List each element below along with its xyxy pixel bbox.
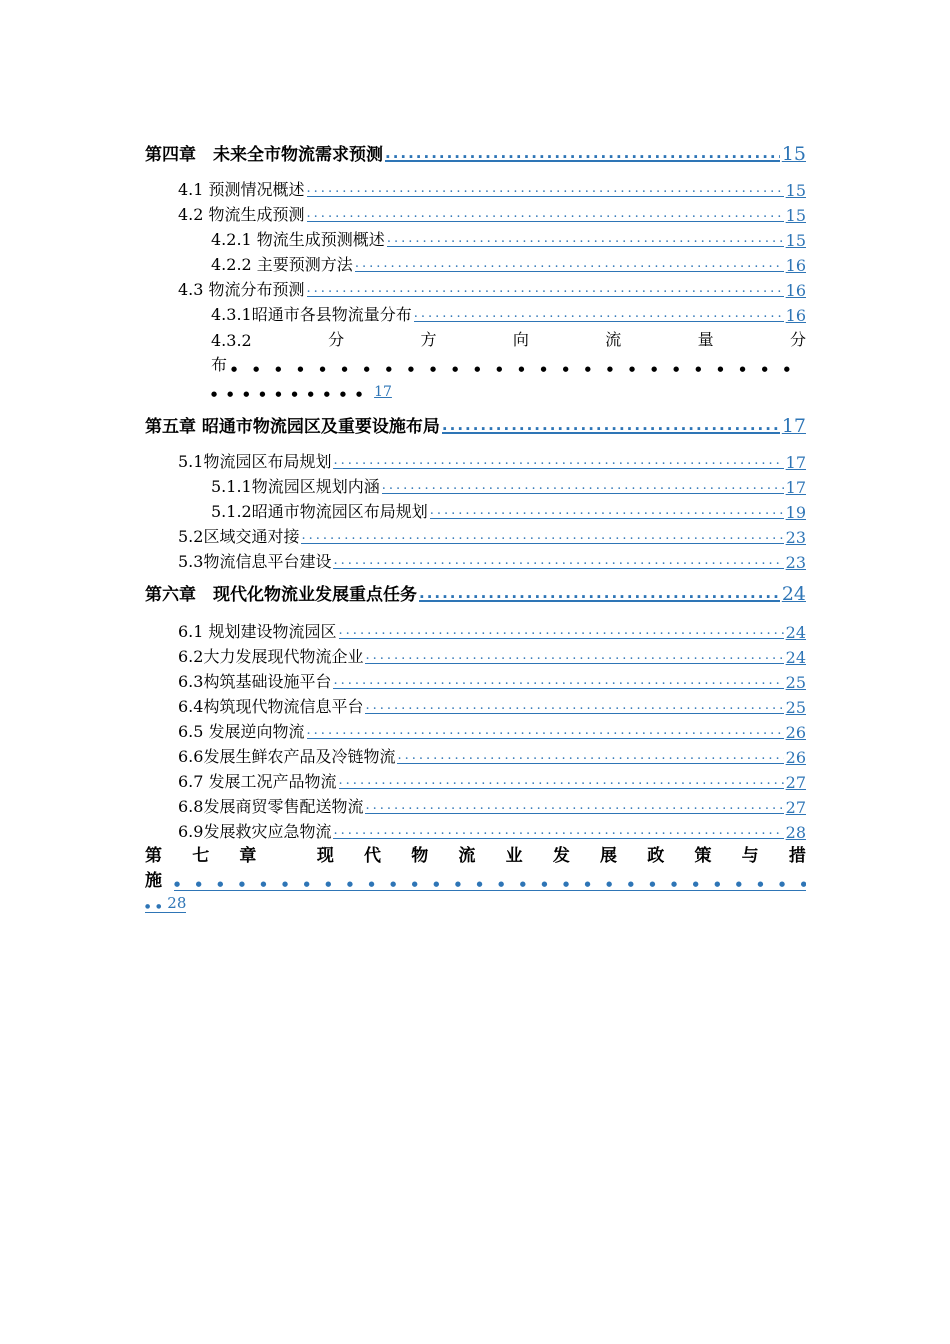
toc-section-5-1-2[interactable] [145,497,806,522]
toc-label: 6.8发展商贸零售配送物流 [178,797,364,816]
toc-label: 6.6发展生鲜农产品及冷链物流 [178,747,396,766]
toc-page-link[interactable]: 15 [785,231,806,250]
dot-leader [339,626,784,639]
toc-page-link[interactable]: 17 [781,415,806,437]
justified-label-line [211,325,806,350]
toc-word: 与 [741,846,759,866]
dot-leader [307,209,784,222]
toc-section-4-2[interactable] [145,200,806,225]
toc-label: 第六章 现代化物流业发展重点任务 [145,585,417,605]
toc-page-link[interactable]: 16 [785,256,806,275]
toc-word: 量 [697,330,714,349]
toc-section-5-1-1[interactable] [145,472,806,497]
toc-word: 展 [600,846,618,866]
dot-leader [174,876,806,891]
dot-leader [333,556,783,569]
toc-label: 6.2大力发展现代物流企业 [178,647,364,666]
toc-chapter-5[interactable] [145,410,806,437]
toc-section-5-1[interactable] [145,447,806,472]
dot-leader [365,701,783,714]
toc-word: 流 [605,330,622,349]
toc-word: 第 [145,846,162,866]
toc-word: 4.3.2 [211,331,252,350]
toc-section-6-6[interactable] [145,742,806,767]
toc-word: 布 [211,355,228,374]
dot-leader [307,184,784,197]
dot-leader [231,356,806,375]
toc-page-link[interactable]: 23 [785,553,806,572]
toc-label: 4.3 物流分布预测 [178,280,305,299]
toc-word: 物 [411,846,429,866]
toc-page-link[interactable]: 24 [785,623,806,642]
toc-page-link[interactable]: 19 [785,503,806,522]
toc-word: 分 [789,330,806,349]
toc-label: 5.1物流园区布局规划 [178,452,332,471]
dot-leader [430,506,784,519]
toc-label: 6.1 规划建设物流园区 [178,622,337,641]
leader-line-end [211,375,806,400]
dot-leader [382,481,784,494]
toc-page-link[interactable]: 27 [785,798,806,817]
toc-label: 6.5 发展逆向物流 [178,722,305,741]
toc-section-6-7[interactable] [145,767,806,792]
toc-word: 政 [647,846,665,866]
toc-section-4-3-1[interactable] [145,300,806,325]
toc-word: 代 [364,846,382,866]
toc-page-link[interactable]: 15 [785,181,806,200]
toc-label: 6.7 发展工况产品物流 [178,772,337,791]
toc-label: 第五章 昭通市物流园区及重要设施布局 [145,417,440,437]
toc-page-link[interactable]: 23 [785,528,806,547]
toc-page-link[interactable]: 27 [785,773,806,792]
dot-leader [365,801,783,814]
leader-line [145,866,806,891]
toc-word: 措 [788,846,806,866]
toc-section-6-4[interactable] [145,692,806,717]
toc-word: 策 [694,846,712,866]
leader-line-end [145,891,806,913]
toc-section-4-2-1[interactable] [145,225,806,250]
toc-section-4-1[interactable] [145,175,806,200]
toc-word: 方 [420,330,437,349]
toc-section-6-2[interactable] [145,642,806,667]
toc-label: 4.2.2 主要预测方法 [211,255,353,274]
dot-leader [365,651,783,664]
toc-label: 4.2.1 物流生成预测概述 [211,230,385,249]
toc-page-link[interactable]: 16 [785,306,806,325]
toc-section-5-2[interactable] [145,522,806,547]
dot-leader [211,381,372,400]
toc-page-link[interactable]: 25 [785,698,806,717]
toc-word: 现 [316,846,334,866]
toc-word: 发 [552,846,570,866]
toc-word: 章 [239,846,257,866]
dot-leader [355,259,784,272]
toc-page-link[interactable]: 17 [785,453,806,472]
toc-label: 4.3.1昭通市各县物流量分布 [211,305,412,324]
toc-page-link[interactable]: ● ● 28 [145,894,186,913]
toc-label: 4.2 物流生成预测 [178,205,305,224]
toc-word: 施 [145,871,162,891]
toc-chapter-7[interactable] [145,842,806,913]
toc-section-4-3-2[interactable] [145,325,806,400]
dot-leader [339,776,784,789]
toc-label: 6.4构筑现代物流信息平台 [178,697,364,716]
toc-page-link[interactable]: 17 [374,384,392,400]
toc-label: 5.1.2昭通市物流园区布局规划 [211,502,428,521]
toc-page-link[interactable]: 15 [785,206,806,225]
dot-leader [397,751,783,764]
toc-page-link[interactable]: 25 [785,673,806,692]
dot-leader [442,420,780,434]
toc-chapter-4[interactable] [145,138,806,165]
toc-section-6-5[interactable] [145,717,806,742]
toc-word: 流 [458,846,476,866]
toc-label: 5.1.1物流园区规划内涵 [211,477,380,496]
toc-word: 向 [512,330,529,349]
dot-leader [385,148,780,162]
toc-word: 分 [328,330,345,349]
toc-word: 业 [505,846,523,866]
toc-section-6-9[interactable] [145,817,806,842]
toc-label: 6.3构筑基础设施平台 [178,672,332,691]
toc-label: 5.3物流信息平台建设 [178,552,332,571]
toc-page-link[interactable]: 16 [785,281,806,300]
toc-label: 4.1 预测情况概述 [178,180,305,199]
dot-leader [333,456,783,469]
toc-section-5-3[interactable] [145,547,806,572]
toc-label: 第四章 未来全市物流需求预测 [145,145,383,165]
toc-word: 七 [192,846,210,866]
dot-leader [333,826,783,839]
dot-leader [414,309,784,322]
dot-leader [301,531,783,544]
toc-page-link[interactable]: 28 [785,823,806,842]
toc-section-4-3[interactable] [145,275,806,300]
toc-section-6-8[interactable] [145,792,806,817]
toc-section-6-1[interactable] [145,617,806,642]
toc-section-4-2-2[interactable] [145,250,806,275]
dot-leader [307,726,784,739]
dot-leader [419,588,780,602]
toc-chapter-6[interactable] [145,578,806,605]
dot-leader [387,234,784,247]
toc-label: 6.9发展救灾应急物流 [178,822,332,841]
toc-page-link[interactable]: 24 [781,583,806,605]
toc-label: 5.2区域交通对接 [178,527,300,546]
toc-section-6-3[interactable] [145,667,806,692]
dot-leader [307,284,784,297]
toc-page-link[interactable]: 15 [781,143,806,165]
justified-label-line [145,842,806,866]
table-of-contents [145,138,806,913]
toc-page-link[interactable]: 26 [785,748,806,767]
leader-line [211,350,806,375]
toc-page-link[interactable]: 26 [785,723,806,742]
toc-page-link[interactable]: 17 [785,478,806,497]
dot-leader [333,676,783,689]
toc-page-link[interactable]: 24 [785,648,806,667]
